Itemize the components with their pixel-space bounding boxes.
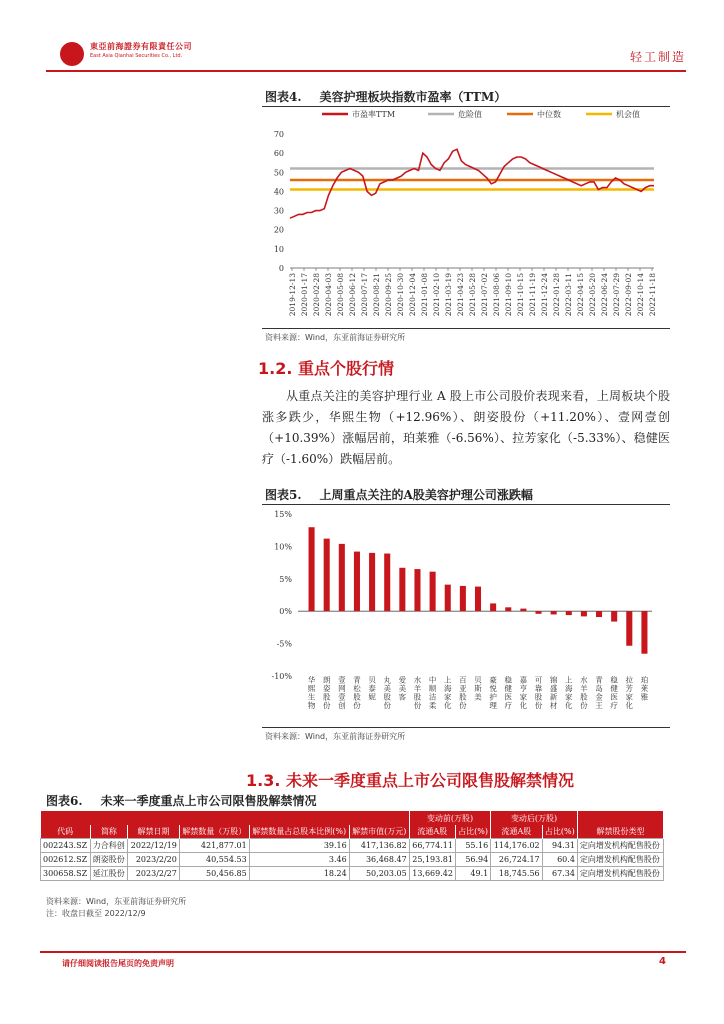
bar-0 bbox=[309, 527, 315, 611]
figure4-source: 资料来源：Wind，东亚前海证券研究所 bbox=[265, 333, 406, 342]
x-category-label: 华熙生物 bbox=[307, 676, 317, 710]
figure6-source: 资料来源：Wind，东亚前海证券研究所 bbox=[46, 897, 187, 906]
x-category-label: 嘉亨家化 bbox=[518, 676, 528, 710]
section-paragraph: 从重点关注的美容护理行业 A 股上市公司股价表现来看，上周板块个股涨多跌少，华熙生物（+12.96%）、朗姿股份（+11.20%）、壹网壹创（+10.39%）涨幅居前，珀莱雅（-6.56%）、拉芳家化（-5.33%）、稳健医疗（-1.60%）跌幅居前。 bbox=[262, 389, 670, 466]
table-cell: 36,468.47 bbox=[349, 853, 409, 867]
section-title: 1.2. 重点个股行情 bbox=[258, 359, 394, 378]
table-cell: 2023/2/27 bbox=[128, 867, 180, 881]
table-cell: 002612.SZ bbox=[41, 853, 91, 867]
table-cell: 50,456.85 bbox=[179, 867, 249, 881]
legend-label-0: 市盈率TTM bbox=[352, 110, 396, 119]
figure4-number: 图表4. bbox=[265, 90, 302, 104]
table-cell: 13,669.42 bbox=[409, 867, 455, 881]
x-tick-label: 2020-06-12 bbox=[348, 273, 357, 317]
x-tick-label: 2021-09-10 bbox=[504, 273, 513, 317]
bar-17 bbox=[566, 611, 572, 615]
table-row bbox=[41, 867, 664, 881]
figure4-bottom-rule bbox=[262, 328, 670, 329]
bar-11 bbox=[475, 587, 481, 612]
table-cell: 421,877.01 bbox=[179, 839, 249, 853]
series-pe-ttm-line bbox=[290, 149, 654, 218]
x-tick-label: 2020-12-04 bbox=[408, 273, 417, 317]
footer-disclaimer: 请仔细阅读报告尾页的免责声明 bbox=[62, 959, 174, 968]
bar-3 bbox=[354, 552, 360, 612]
x-tick-label: 2022-10-14 bbox=[636, 273, 645, 317]
x-category-label: 可靠股份 bbox=[534, 676, 544, 710]
x-category-label: 中顺洁柔 bbox=[428, 676, 438, 710]
table-row bbox=[41, 839, 664, 853]
x-tick-label: 2021-11-19 bbox=[528, 273, 537, 317]
bar-18 bbox=[581, 611, 587, 616]
stock-change-bar-chart bbox=[262, 506, 670, 728]
unlock-table bbox=[40, 811, 664, 881]
table-header-cell: 流通A股 bbox=[491, 825, 542, 839]
y-tick-label: 50 bbox=[273, 168, 284, 178]
bar-7 bbox=[414, 569, 420, 611]
x-category-label: 壹网壹创 bbox=[337, 676, 347, 710]
table-header-cell: 解禁数量占总股本比例(%) bbox=[249, 825, 349, 839]
x-category-label: 上海家化 bbox=[443, 676, 453, 710]
figure5-title-text: 上周重点关注的A股美容护理公司涨跌幅 bbox=[319, 488, 533, 502]
bar-10 bbox=[460, 586, 466, 611]
x-category-label: 水羊股份 bbox=[579, 676, 589, 710]
table-header-cell: 解禁日期 bbox=[128, 825, 180, 839]
table-cell: 94.31 bbox=[542, 839, 577, 853]
bar-5 bbox=[384, 554, 390, 612]
x-tick-label: 2021-07-02 bbox=[480, 273, 489, 317]
bar-13 bbox=[505, 607, 511, 611]
table-cell: 定向增发机构配售股份 bbox=[577, 839, 663, 853]
y-tick-label: -5% bbox=[276, 639, 292, 649]
x-tick-label: 2022-05-20 bbox=[588, 273, 597, 317]
industry-label: 轻工制造 bbox=[629, 50, 686, 64]
bar-15 bbox=[535, 611, 541, 614]
table-cell: 60.4 bbox=[542, 853, 577, 867]
table-cell: 3.46 bbox=[249, 853, 349, 867]
x-tick-label: 2021-01-08 bbox=[420, 273, 429, 317]
x-tick-label: 2021-03-19 bbox=[444, 273, 453, 317]
table-header-cell: 占比(%) bbox=[455, 825, 490, 839]
table-cell: 417,136.82 bbox=[349, 839, 409, 853]
y-tick-label: -10% bbox=[271, 672, 292, 681]
x-tick-label: 2021-08-06 bbox=[492, 273, 501, 317]
x-category-label: 豪悦护理 bbox=[488, 676, 498, 710]
x-tick-label: 2020-10-30 bbox=[396, 273, 405, 317]
x-category-label: 珀莱雅 bbox=[639, 676, 649, 702]
y-tick-label: 10 bbox=[273, 244, 284, 254]
x-tick-label: 2022-04-15 bbox=[576, 273, 585, 317]
x-tick-label: 2021-10-15 bbox=[516, 273, 525, 317]
x-category-label: 拉芳家化 bbox=[624, 676, 634, 710]
x-tick-label: 2022-06-24 bbox=[600, 273, 609, 317]
table-cell: 002243.SZ bbox=[41, 839, 91, 853]
figure4-title bbox=[265, 88, 506, 105]
table-header-cell: 解禁股份类型 bbox=[577, 825, 663, 839]
table-cell: 定向增发机构配售股份 bbox=[577, 853, 663, 867]
bar-2 bbox=[339, 544, 345, 611]
table-row bbox=[41, 853, 664, 867]
bar-4 bbox=[369, 553, 375, 611]
figure6-title-text: 未来一季度重点上市公司限售股解禁情况 bbox=[100, 794, 317, 808]
legend-label-2: 中位数 bbox=[537, 110, 561, 119]
x-tick-label: 2022-07-29 bbox=[612, 273, 621, 317]
x-tick-label: 2022-01-28 bbox=[552, 273, 561, 317]
x-tick-label: 2021-04-23 bbox=[456, 273, 465, 317]
x-category-label: 贝斯美 bbox=[473, 676, 483, 702]
table-cell: 25,193.81 bbox=[409, 853, 455, 867]
table-cell: 力合科创 bbox=[90, 839, 127, 853]
table-cell: 朗姿股份 bbox=[90, 853, 127, 867]
table-header-cell: 简称 bbox=[90, 825, 127, 839]
x-tick-label: 2020-05-08 bbox=[336, 273, 345, 317]
table-cell: 39.16 bbox=[249, 839, 349, 853]
group-after-header: 变动后(万股) bbox=[491, 811, 578, 825]
table-cell: 定向增发机构配售股份 bbox=[577, 867, 663, 881]
table-cell: 300658.SZ bbox=[41, 867, 91, 881]
table-header-cell: 解禁数量（万股） bbox=[179, 825, 249, 839]
figure5-bottom-rule bbox=[262, 727, 670, 728]
bar-16 bbox=[551, 611, 557, 614]
y-tick-label: 0% bbox=[279, 607, 292, 617]
table-cell: 18.24 bbox=[249, 867, 349, 881]
bar-14 bbox=[520, 609, 526, 612]
table-cell: 2023/2/20 bbox=[128, 853, 180, 867]
bar-1 bbox=[324, 539, 330, 612]
x-tick-label: 2019-12-13 bbox=[288, 273, 297, 317]
legend-label-1: 危险值 bbox=[458, 110, 482, 119]
x-tick-label: 2020-07-17 bbox=[360, 273, 369, 317]
x-category-label: 锦盛新材 bbox=[549, 676, 559, 710]
x-tick-label: 2022-09-02 bbox=[624, 273, 633, 317]
table-cell: 26,724.17 bbox=[491, 853, 542, 867]
x-category-label: 百亚股份 bbox=[458, 676, 468, 710]
y-tick-label: 5% bbox=[279, 574, 292, 584]
x-category-label: 青岛金王 bbox=[594, 676, 604, 710]
table-head-spacer bbox=[41, 811, 410, 825]
table-cell: 114,176.02 bbox=[491, 839, 542, 853]
footer-divider bbox=[40, 951, 686, 953]
x-category-label: 稳健医疗 bbox=[609, 676, 619, 710]
table-cell: 67.34 bbox=[542, 867, 577, 881]
y-tick-label: 60 bbox=[273, 149, 284, 159]
section2-title: 1.3. 未来一季度重点上市公司限售股解禁情况 bbox=[246, 771, 574, 790]
table-cell: 18,745.56 bbox=[491, 867, 542, 881]
x-tick-label: 2021-02-10 bbox=[432, 273, 441, 317]
page-number: 4 bbox=[659, 956, 666, 967]
legend-label-3: 机会值 bbox=[616, 110, 640, 119]
group-before-header: 变动前(万股) bbox=[409, 811, 491, 825]
figure6-note: 注：收盘日截至 2022/12/9 bbox=[46, 909, 146, 918]
figure6-number: 图表6. bbox=[46, 794, 83, 808]
table-header-cell: 流通A股 bbox=[409, 825, 455, 839]
bar-9 bbox=[445, 585, 451, 612]
x-category-label: 丸美股份 bbox=[382, 676, 392, 710]
table-cell: 49.1 bbox=[455, 867, 490, 881]
x-tick-label: 2020-09-25 bbox=[384, 273, 393, 317]
x-tick-label: 2021-05-28 bbox=[468, 273, 477, 317]
x-tick-label: 2022-11-18 bbox=[648, 273, 657, 317]
table-head-spacer-right bbox=[577, 811, 663, 825]
table-header-cell: 占比(%) bbox=[542, 825, 577, 839]
company-logo-icon bbox=[60, 42, 84, 66]
figure5-rule bbox=[262, 504, 670, 505]
y-tick-label: 10% bbox=[274, 542, 292, 552]
x-tick-label: 2020-08-21 bbox=[372, 273, 381, 317]
y-tick-label: 40 bbox=[273, 187, 284, 197]
table-cell: 延江股份 bbox=[90, 867, 127, 881]
x-category-label: 水羊股份 bbox=[412, 676, 422, 710]
x-tick-label: 2020-02-28 bbox=[312, 273, 321, 317]
x-category-label: 青松股份 bbox=[352, 676, 362, 710]
bar-12 bbox=[490, 603, 496, 611]
figure4-rule bbox=[262, 106, 670, 107]
bar-22 bbox=[641, 611, 647, 654]
y-tick-label: 15% bbox=[274, 510, 292, 519]
figure5-number: 图表5. bbox=[265, 488, 302, 502]
table-cell: 40,554.53 bbox=[179, 853, 249, 867]
y-tick-label: 30 bbox=[273, 206, 284, 216]
x-tick-label: 2022-03-11 bbox=[564, 273, 573, 317]
figure4-title-text: 美容护理板块指数市盈率（TTM） bbox=[319, 90, 507, 104]
bar-19 bbox=[596, 611, 602, 617]
table-header-cell: 解禁市值(万元) bbox=[349, 825, 409, 839]
x-tick-label: 2021-12-24 bbox=[540, 273, 549, 317]
bar-20 bbox=[611, 611, 617, 621]
table-cell: 2022/12/19 bbox=[128, 839, 180, 853]
table-cell: 66,774.11 bbox=[409, 839, 455, 853]
bar-21 bbox=[626, 611, 632, 646]
bar-8 bbox=[430, 572, 436, 612]
company-name-cn: 東亞前海證券有限責任公司 bbox=[90, 42, 192, 51]
x-category-label: 朗姿股份 bbox=[322, 676, 332, 710]
x-category-label: 稳健医疗 bbox=[503, 676, 513, 710]
figure6-title bbox=[46, 792, 317, 809]
company-name-en: East Asia Qianhai Securities Co., Ltd. bbox=[90, 53, 183, 59]
header-divider bbox=[46, 70, 686, 72]
x-tick-label: 2020-04-03 bbox=[324, 273, 333, 317]
table-cell: 50,203.05 bbox=[349, 867, 409, 881]
table-cell: 56.94 bbox=[455, 853, 490, 867]
x-category-label: 贝泰妮 bbox=[367, 676, 377, 702]
x-tick-label: 2020-01-17 bbox=[300, 273, 309, 317]
y-tick-label: 0 bbox=[278, 264, 284, 273]
bar-6 bbox=[399, 568, 405, 611]
x-category-label: 爱美客 bbox=[397, 676, 407, 702]
x-category-label: 上海家化 bbox=[564, 676, 574, 710]
pe-ttm-line-chart bbox=[262, 108, 670, 330]
figure5-title bbox=[265, 486, 533, 503]
table-cell: 55.16 bbox=[455, 839, 490, 853]
figure5-source: 资料来源：Wind，东亚前海证券研究所 bbox=[265, 732, 406, 741]
table-header-cell: 代码 bbox=[41, 825, 91, 839]
y-tick-label: 70 bbox=[273, 130, 284, 139]
y-tick-label: 20 bbox=[273, 225, 284, 235]
